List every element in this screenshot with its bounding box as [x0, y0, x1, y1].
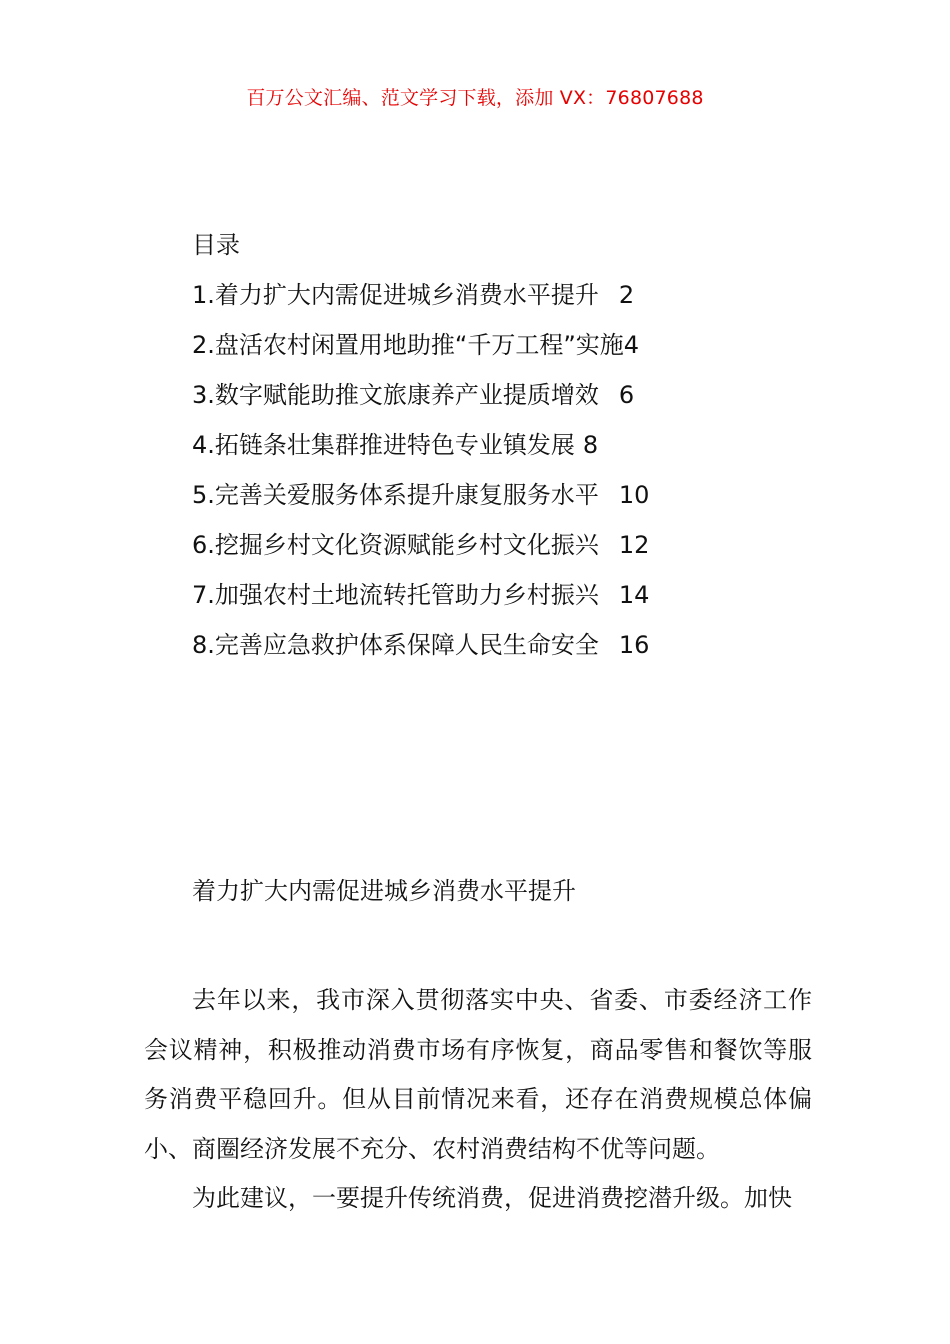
body-text [144, 976, 812, 1224]
toc-item-title: 5.完善关爱服务体系提升康复服务水平 [192, 481, 599, 509]
toc-item-page: 12 [618, 531, 650, 559]
section-title: 着力扩大内需促进城乡消费水平提升 [192, 877, 576, 905]
toc-item-page: 14 [618, 581, 650, 609]
toc-item-title: 7.加强农村土地流转托管助力乡村振兴 [192, 581, 599, 609]
watermark-banner: 百万公文汇编、范文学习下载，添加 VX：76807688 [246, 87, 704, 109]
toc-item[interactable] [192, 578, 812, 628]
toc-item-page: 2 [618, 281, 635, 309]
table-of-contents [192, 228, 812, 678]
toc-item-title: 1.着力扩大内需促进城乡消费水平提升 [192, 281, 599, 309]
toc-item[interactable] [192, 328, 812, 378]
toc-item[interactable] [192, 478, 812, 528]
paragraph: 为此建议，一要提升传统消费，促进消费挖潜升级。加快 [192, 1184, 792, 1212]
toc-item-page: 10 [618, 481, 650, 509]
toc-item-title: 8.完善应急救护体系保障人民生命安全 [192, 631, 599, 659]
toc-item[interactable] [192, 278, 812, 328]
toc-item-title: 4.拓链条壮集群推进特色专业镇发展 [192, 431, 575, 459]
paragraph: 去年以来，我市深入贯彻落实中央、省委、市委经济工作会议精神，积极推动消费市场有序恢复，商品零售和餐饮等服务消费平稳回升。但从目前情况来看，还存在消费规模总体偏小、商圈经济发展不充分、农村消费结构不优等问题。 [144, 986, 812, 1163]
toc-item[interactable] [192, 628, 812, 678]
toc-item-title: 6.挖掘乡村文化资源赋能乡村文化振兴 [192, 531, 599, 559]
toc-item-page: 6 [618, 381, 635, 409]
toc-item-page: 16 [618, 631, 650, 659]
toc-item-page: 8 [582, 431, 599, 459]
toc-item-page: 4 [623, 331, 640, 359]
toc-item-title: 3.数字赋能助推文旅康养产业提质增效 [192, 381, 599, 409]
toc-item[interactable] [192, 378, 812, 428]
toc-heading: 目录 [192, 231, 240, 259]
toc-item[interactable] [192, 528, 812, 578]
toc-item[interactable] [192, 428, 812, 478]
toc-item-title: 2.盘活农村闲置用地助推“千万工程”实施 [192, 331, 624, 359]
